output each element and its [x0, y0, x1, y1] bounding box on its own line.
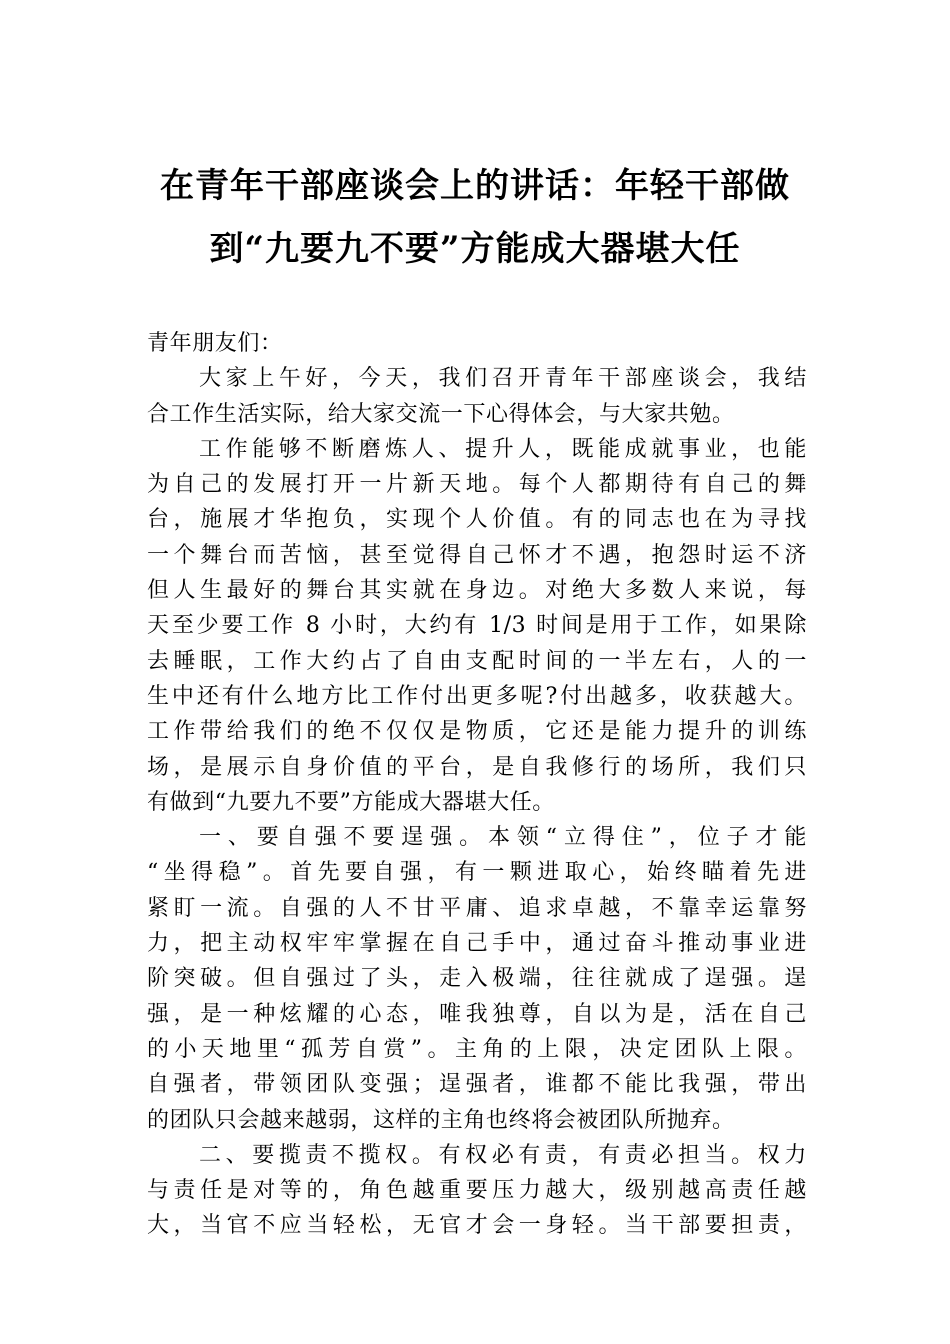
body-line: 阶突破。但自强过了头，走入极端，往往就成了逞强。逞 — [147, 966, 807, 992]
body-line: 台，施展才华抱负，实现个人价值。有的同志也在为寻找 — [147, 507, 807, 533]
body-line: 的小天地里“孤芳自赏”。主角的上限，决定团队上限。 — [147, 1036, 807, 1062]
document-title-line-1: 在青年干部座谈会上的讲话：年轻干部做 — [160, 166, 790, 206]
body-line: 有做到“九要九不要”方能成大器堪大任。 — [147, 789, 555, 815]
body-line: 工作带给我们的绝不仅仅是物质，它还是能力提升的训练 — [147, 719, 807, 745]
body-line: 强，是一种炫耀的心态，唯我独尊，自以为是，活在自己 — [147, 1001, 807, 1027]
body-line: 去睡眠，工作大约占了自由支配时间的一半左右，人的一 — [147, 648, 807, 674]
body-line: 场，是展示自身价值的平台，是自我修行的场所，我们只 — [147, 754, 807, 780]
body-line: 大家上午好，今天，我们召开青年干部座谈会，我结 — [199, 366, 807, 392]
document-body — [147, 326, 807, 1244]
body-line: 大，当官不应当轻松，无官才会一身轻。当干部要担责， — [147, 1213, 807, 1239]
document-title-line-2: 到“九要九不要”方能成大器堪大任 — [209, 229, 741, 269]
body-line: 天至少要工作 8 小时，大约有 1/3 时间是用于工作，如果除 — [147, 613, 807, 639]
body-line: 力，把主动权牢牢掌握在自己手中，通过奋斗推动事业进 — [147, 931, 807, 957]
body-line: 但人生最好的舞台其实就在身边。对绝大多数人来说，每 — [147, 578, 807, 604]
body-line: 一个舞台而苦恼，甚至觉得自己怀才不遇，抱怨时运不济 — [147, 542, 807, 568]
body-line: 合工作生活实际，给大家交流一下心得体会，与大家共勉。 — [147, 401, 735, 427]
body-line: 与责任是对等的，角色越重要压力越大，级别越高责任越 — [147, 1178, 807, 1204]
body-line: 为自己的发展打开一片新天地。每个人都期待有自己的舞 — [147, 472, 807, 498]
body-line: 生中还有什么地方比工作付出更多呢?付出越多，收获越大。 — [147, 683, 807, 709]
body-line: 工作能够不断磨炼人、提升人，既能成就事业，也能 — [199, 436, 807, 462]
body-line: 青年朋友们： — [147, 331, 283, 356]
body-line: 紧盯一流。自强的人不甘平庸、追求卓越，不靠幸运靠努 — [147, 895, 807, 921]
body-line: “坐得稳”。首先要自强，有一颗进取心，始终瞄着先进 — [147, 860, 807, 886]
body-line: 一、要自强不要逞强。本领“立得住”，位子才能 — [199, 825, 807, 851]
body-line: 自强者，带领团队变强；逞强者，谁都不能比我强，带出 — [147, 1072, 807, 1098]
body-line: 的团队只会越来越弱，这样的主角也终将会被团队所抛弃。 — [147, 1107, 735, 1133]
body-line: 二、要揽责不揽权。有权必有责，有责必担当。权力 — [199, 1142, 807, 1168]
